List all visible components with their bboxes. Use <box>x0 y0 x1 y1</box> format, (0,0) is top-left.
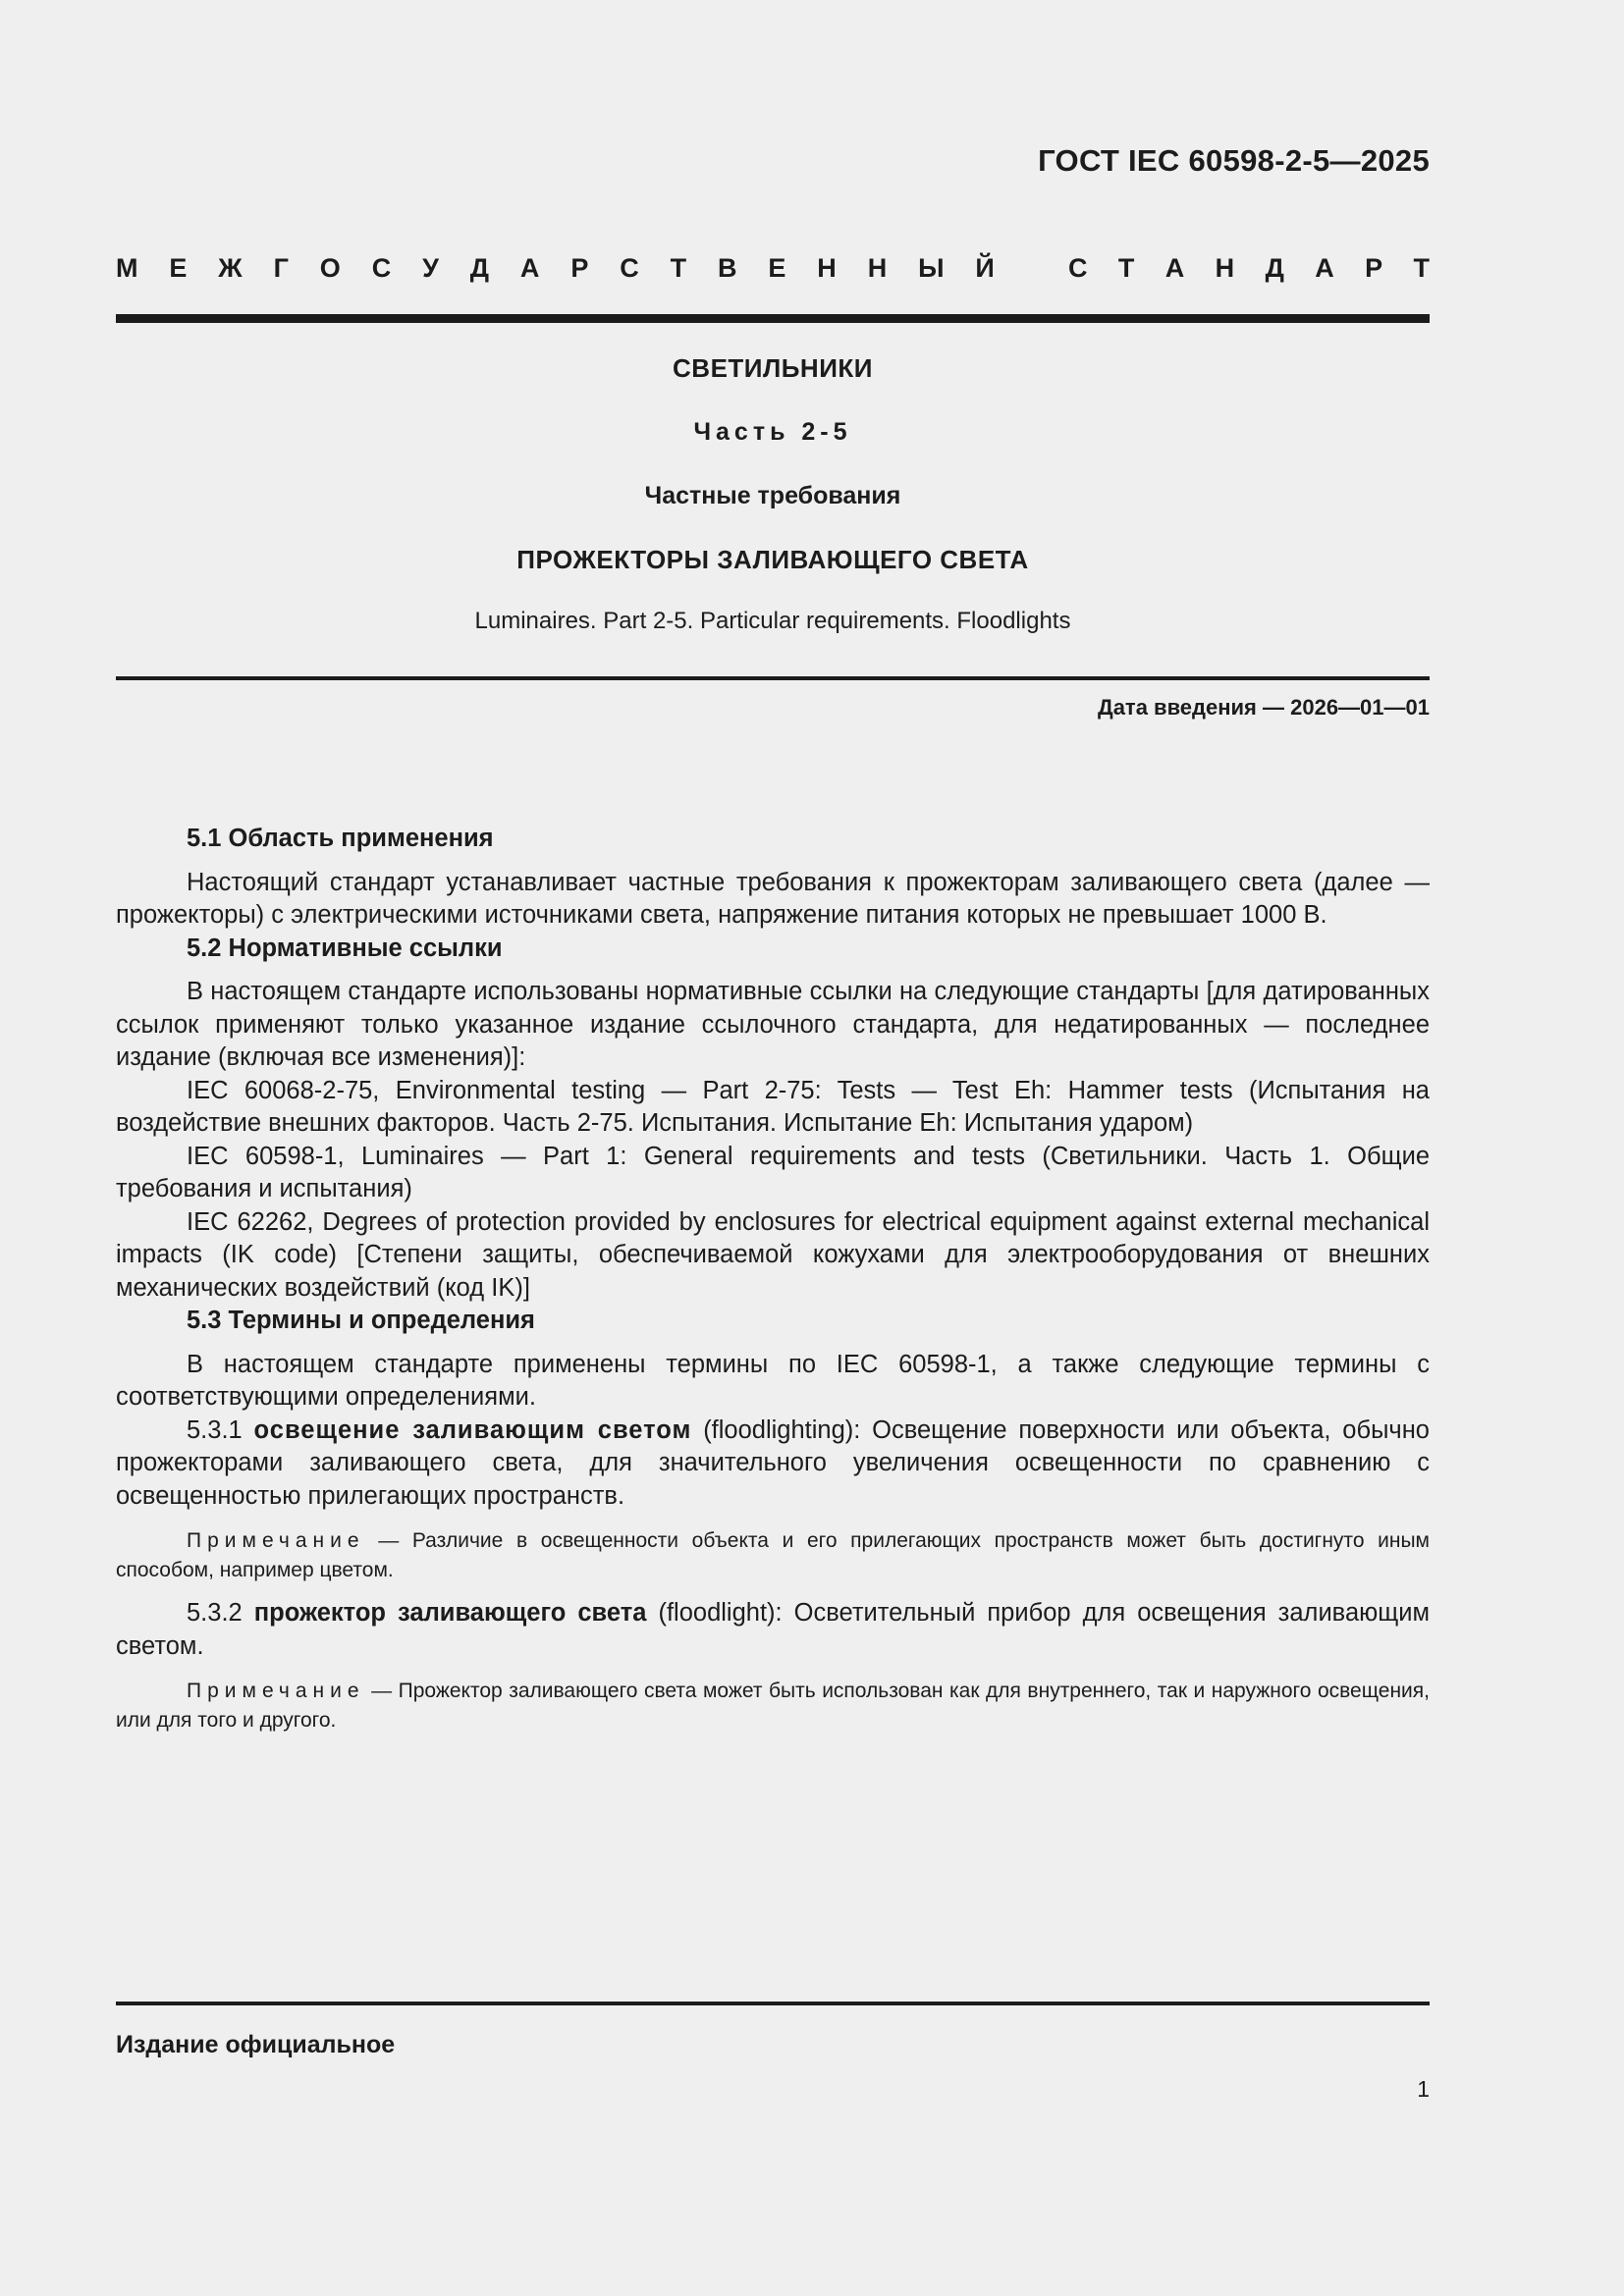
page-number: 1 <box>1417 2076 1430 2102</box>
banner-letter: С <box>1068 253 1088 283</box>
banner-letter: А <box>519 253 540 283</box>
reference-item: IEC 60598-1, Luminaires — Part 1: General requirements and tests (Светильники. Часть 1. Общие требования и испытания) <box>116 1142 1430 1202</box>
term-5-3-2 <box>116 1597 1430 1663</box>
title-subject: ПРОЖЕКТОРЫ ЗАЛИВАЮЩЕГО СВЕТА <box>516 545 1029 574</box>
header-rule <box>116 314 1430 323</box>
term-name: освещение заливающим светом <box>253 1415 692 1444</box>
title-requirements: Частные требования <box>644 482 901 509</box>
banner-letter: Д <box>1265 253 1284 283</box>
banner-letter: Е <box>768 253 786 283</box>
banner-letter: Т <box>670 253 687 283</box>
banner-letter: Р <box>1365 253 1383 283</box>
title-rule <box>116 676 1430 680</box>
note-text: — Прожектор заливающего света может быть использован как для внутреннего, так и наружного освещения, или для того и другого. <box>116 1680 1430 1732</box>
title-english: Luminaires. Part 2-5. Particular requirements. Floodlights <box>474 608 1071 634</box>
document-page <box>116 0 1430 2296</box>
term-name: прожектор заливающего света <box>253 1599 647 1627</box>
banner-letter: Й <box>975 253 995 283</box>
banner-letter: Н <box>1215 253 1235 283</box>
banner-letter: Т <box>1413 253 1430 283</box>
introduction-date: Дата введения — 2026—01—01 <box>1098 695 1430 720</box>
document-body <box>116 823 1430 1747</box>
banner-letter: Н <box>867 253 888 283</box>
banner-letter: Г <box>273 253 289 283</box>
scope-paragraph: Настоящий стандарт устанавливает частные требования к прожекторам заливающего света (далее — прожекторы) с электрическими источниками света, напряжение питания которых не превышает 1000 В. <box>116 868 1430 929</box>
note-2 <box>116 1677 1430 1735</box>
note-label: Примечание <box>187 1680 365 1702</box>
banner-letter: О <box>319 253 341 283</box>
footer-rule <box>116 2002 1430 2005</box>
title-main: СВЕТИЛЬНИКИ <box>673 353 873 383</box>
normative-refs-intro: В настоящем стандарте использованы нормативные ссылки на следующие стандарты [для датированных ссылок применяют только указанное издание ссылочного стандарта, для недатированных — последнее издание (включая все изменения)]: <box>116 978 1430 1071</box>
term-definition: (floodlight): Осветительный прибор для освещения заливающим светом. <box>116 1599 1431 1660</box>
edition-label: Издание официальное <box>116 2031 396 2058</box>
section-heading-5-2: 5.2 Нормативные ссылки <box>187 934 503 962</box>
banner-letter: Н <box>817 253 837 283</box>
document-code: ГОСТ IEC 60598-2-5—2025 <box>1038 143 1430 178</box>
interstate-standard-banner <box>116 253 1430 284</box>
note-1 <box>116 1526 1430 1585</box>
reference-item: IEC 60068-2-75, Environmental testing — Part 2-75: Tests — Test Eh: Hammer tests (Испытания на воздействие внешних факторов. Часть 2-75. Испытания. Испытание Eh: Испытания ударом) <box>116 1076 1430 1137</box>
reference-item: IEC 62262, Degrees of protection provided by enclosures for electrical equipment against external mechanical impacts (IK code) [Степени защиты, обеспечиваемой кожухами для электрооборудования от внешних механических воздействий (код IK)] <box>116 1207 1430 1302</box>
terms-intro: В настоящем стандарте применены термины по IEC 60598-1, а также следующие термины с соответствующими определениями. <box>116 1350 1430 1411</box>
banner-letter: А <box>1164 253 1185 283</box>
banner-letter: Д <box>469 253 490 283</box>
title-part: Часть 2-5 <box>693 418 852 446</box>
term-5-3-1 <box>116 1415 1430 1514</box>
banner-letter: С <box>620 253 639 283</box>
section-heading-5-3: 5.3 Термины и определения <box>187 1307 535 1334</box>
banner-letter: Т <box>1117 253 1135 283</box>
banner-letter: М <box>116 253 138 283</box>
interstate-word <box>116 253 995 284</box>
term-number: 5.3.1 <box>187 1415 254 1444</box>
banner-letter: А <box>1315 253 1334 283</box>
term-number: 5.3.2 <box>187 1599 254 1627</box>
banner-letter: Е <box>169 253 188 283</box>
banner-letter: Р <box>570 253 589 283</box>
banner-letter: В <box>718 253 737 283</box>
note-text: — Различие в освещенности объекта и его прилегающих пространств может быть достигнуто иным способом, например цветом. <box>116 1529 1430 1581</box>
standard-word <box>1068 253 1430 284</box>
term-definition: (floodlighting): Освещение поверхности или объекта, обычно прожекторами заливающего света, для значительного увеличения освещенности по сравнению с освещенностью прилегающих пространств. <box>116 1415 1430 1510</box>
banner-letter: У <box>422 253 439 283</box>
banner-letter: Ы <box>918 253 945 283</box>
section-heading-5-1: 5.1 Область применения <box>187 825 494 852</box>
banner-letter: С <box>371 253 392 283</box>
note-label: Примечание <box>187 1529 365 1552</box>
banner-letter: Ж <box>218 253 243 283</box>
